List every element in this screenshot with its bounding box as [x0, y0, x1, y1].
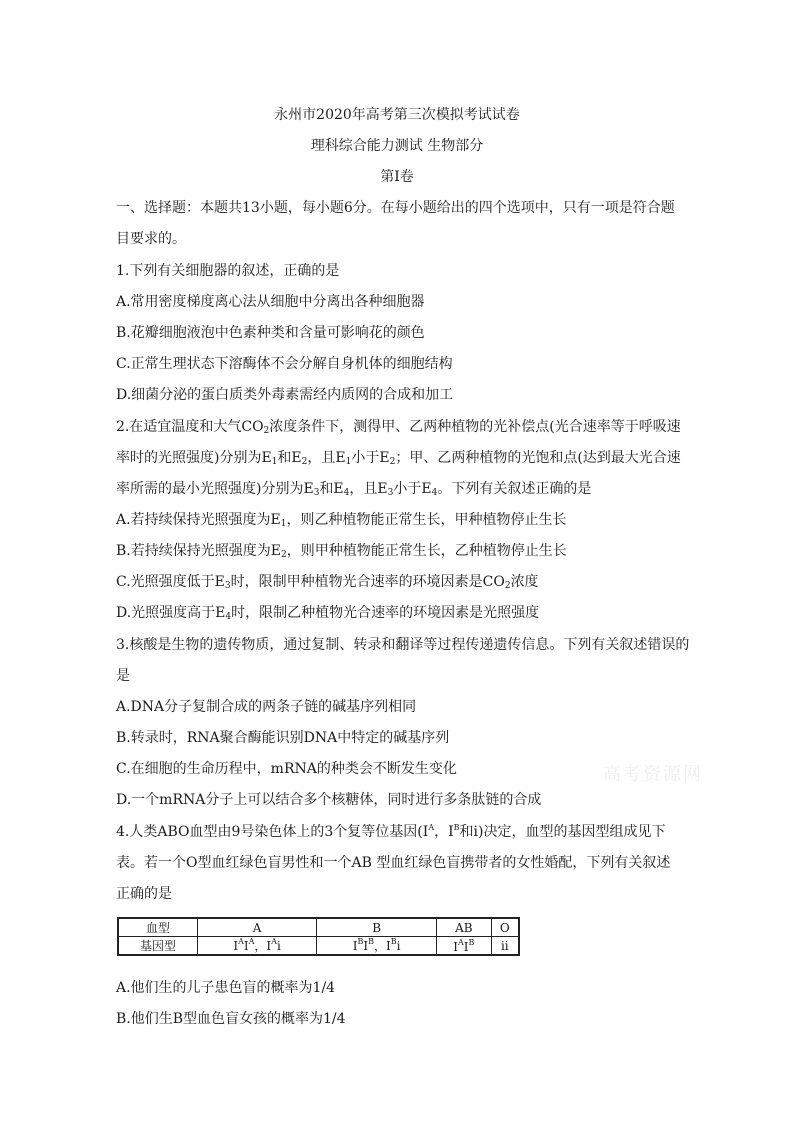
q3-option-a: A.DNA分子复制合成的两条子链的碱基序列相同: [116, 699, 417, 715]
q2-option-b: B.若持续保持光照强度为$E_2$，则甲种植物能正常生长，乙种植物停止生长: [116, 543, 567, 560]
instructions-line-2: 目要求的。: [116, 231, 186, 247]
q2-option-a: A.若持续保持光照强度为$E_1$，则乙种植物能正常生长，甲种植物停止生长: [116, 512, 567, 529]
watermark: 高考资源网: [603, 764, 703, 785]
q3-stem-line-2: 是: [116, 668, 130, 684]
table-cell: 基因型: [118, 937, 198, 956]
q1-option-b: B.花瓣细胞液泡中色素种类和含量可影响花的颜色: [116, 325, 425, 341]
instructions-line-1: 一、选择题：本题共13小题，每小题6分。在每小题给出的四个选项中，只有一项是符合题: [116, 200, 675, 216]
q1-option-c: C.正常生理状态下溶酶体不会分解自身机体的细胞结构: [116, 356, 453, 372]
q4-stem-line-1: 4.人类ABO血型由9号染色体上的3个复等位基因($I^A$，$I^B$和i)决定，血型的基因型组成见下: [116, 823, 666, 840]
q4-option-b: B.他们生B型血色盲女孩的概率为1/4: [116, 1011, 346, 1027]
q2-option-d: D.光照强度高于$E_4$时，限制乙种植物光合速率的环境因素是光照强度: [116, 605, 540, 622]
table-header-cell: O: [491, 918, 519, 937]
volume-label: 第Ⅰ卷: [380, 169, 414, 185]
q4-stem-line-3: 正确的是: [116, 886, 172, 902]
q3-option-d: D.一个mRNA分子上可以结合多个核糖体，同时进行多条肽链的合成: [116, 792, 542, 808]
q2-stem-line-1: 2.在适宜温度和大气$CO_2$浓度条件下，测得甲、乙两种植物的光补偿点(光合速率等于呼吸速: [116, 419, 681, 436]
q2-option-c: C.光照强度低于$E_3$时，限制甲种植物光合速率的环境因素是$CO_2$浓度: [116, 574, 539, 591]
table-cell: $I^AI^B$: [437, 937, 492, 956]
table-cell: $I^BI^B$，$I^Bi$: [317, 937, 437, 956]
q3-option-b: B.转录时，RNA聚合酶能识别DNA中特定的碱基序列: [116, 730, 450, 746]
q2-stem-line-3: 率所需的最小光照强度)分别为$E_3$和$E_4$，且$E_3$小于$E_4$。下列有关叙述正确的是: [116, 481, 592, 498]
table-row: [118, 937, 519, 956]
table-cell: ii: [491, 937, 519, 956]
q3-option-c: C.在细胞的生命历程中，mRNA的种类会不断发生变化: [116, 761, 457, 777]
q4-stem-line-2: 表。若一个O型血红绿色盲男性和一个AB 型血红绿色盲携带者的女性婚配，下列有关叙述: [116, 855, 671, 871]
q1-option-d: D.细菌分泌的蛋白质类外毒素需经内质网的合成和加工: [116, 387, 454, 403]
q1-option-a: A.常用密度梯度离心法从细胞中分离出各种细胞器: [116, 294, 425, 310]
exam-subtitle: 理科综合能力测试 生物部分: [310, 138, 484, 154]
q4-option-a: A.他们生的儿子患色盲的概率为1/4: [116, 980, 336, 996]
q1-stem: 1.下列有关细胞器的叙述，正确的是: [116, 263, 340, 279]
table-cell: $I^AI^A$，$I^Ai$: [198, 937, 317, 956]
exam-title: 永州市2020年高考第三次模拟考试试卷: [274, 107, 520, 123]
blood-type-table: [117, 917, 520, 956]
table-header-cell: 血型: [118, 918, 198, 937]
table-header-cell: AB: [437, 918, 492, 937]
table-row: [118, 918, 519, 937]
q2-stem-line-2: 率时的光照强度)分别为$E_1$和$E_2$，且$E_1$小于$E_2$；甲、乙两种植物的光饱和点(达到最大光合速: [116, 450, 681, 467]
q3-stem-line-1: 3.核酸是生物的遗传物质，通过复制、转录和翻译等过程传递遗传信息。下列有关叙述错误的: [116, 637, 690, 653]
table-header-cell: A: [198, 918, 317, 937]
table-header-cell: B: [317, 918, 437, 937]
